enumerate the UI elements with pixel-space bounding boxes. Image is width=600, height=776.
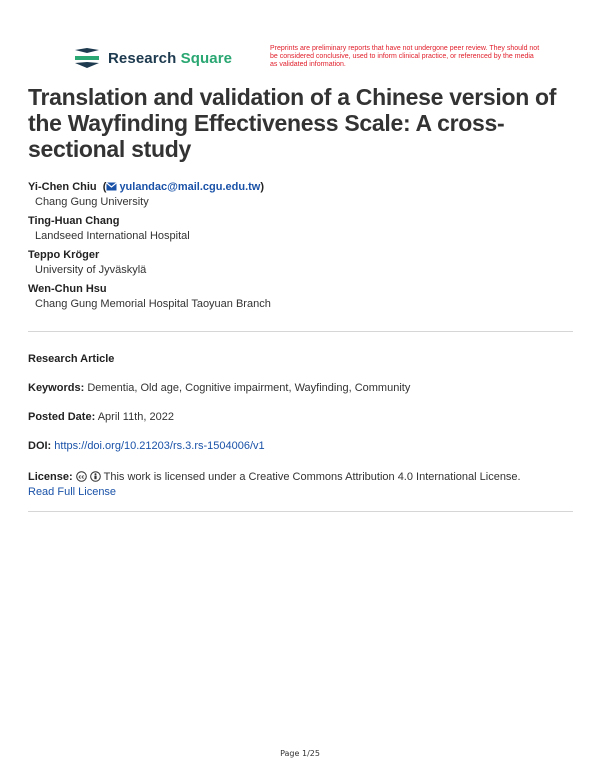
divider [28, 331, 573, 332]
author-affiliation: Chang Gung Memorial Hospital Taoyuan Branch [35, 298, 271, 310]
envelope-icon [106, 182, 117, 191]
research-square-logo-icon [73, 47, 101, 69]
svg-text:cc: cc [78, 474, 85, 481]
doi-link[interactable]: https://doi.org/10.21203/rs.3.rs-1504006/v1 [54, 440, 265, 452]
author-email: yulandac@mail.cgu.edu.tw [119, 181, 261, 193]
cc-icon [76, 471, 87, 482]
posted-date: Posted Date: April 11th, 2022 [28, 411, 174, 423]
logo-word-research: Research [108, 49, 177, 67]
keywords: Keywords: Dementia, Old age, Cognitive impairment, Wayfinding, Community [28, 382, 411, 394]
read-full-license-link[interactable]: Read Full License [28, 486, 117, 498]
divider [28, 511, 573, 512]
author-affiliation: Landseed International Hospital [35, 230, 190, 242]
author-name: Wen-Chun Hsu [28, 283, 107, 295]
author-affiliation: Chang Gung University [35, 196, 149, 208]
author-name: Ting-Huan Chang [28, 215, 120, 227]
article-type: Research Article [28, 353, 115, 365]
author-list [28, 180, 573, 316]
author-name: Yi-Chen Chiu ( yulandac@mail.cgu.edu.tw) [28, 181, 265, 193]
logo-word-square: Square [180, 49, 233, 67]
doi: DOI: https://doi.org/10.21203/rs.3.rs-1504006/v1 [28, 440, 265, 452]
author-name: Teppo Kröger [28, 249, 100, 261]
by-icon [90, 471, 101, 482]
license: License: cc This work is licensed under a Creative Commons Attribution 4.0 International License. Read Full License [28, 471, 521, 498]
logo-text [108, 50, 232, 67]
paper-title: Translation and validation of a Chinese version of the Wayfinding Effectiveness Scale: A cross-sectional study [28, 84, 557, 162]
preprint-disclaimer: Preprints are preliminary reports that have not undergone peer review. They should not be considered conclusive, used to inform clinical practice, or referenced by the media as validated information. [270, 45, 540, 68]
author-affiliation: University of Jyväskylä [35, 264, 147, 276]
page-number: Page 1/25 [280, 749, 320, 758]
research-square-logo[interactable] [73, 47, 232, 69]
author-email-link[interactable] [106, 181, 260, 193]
